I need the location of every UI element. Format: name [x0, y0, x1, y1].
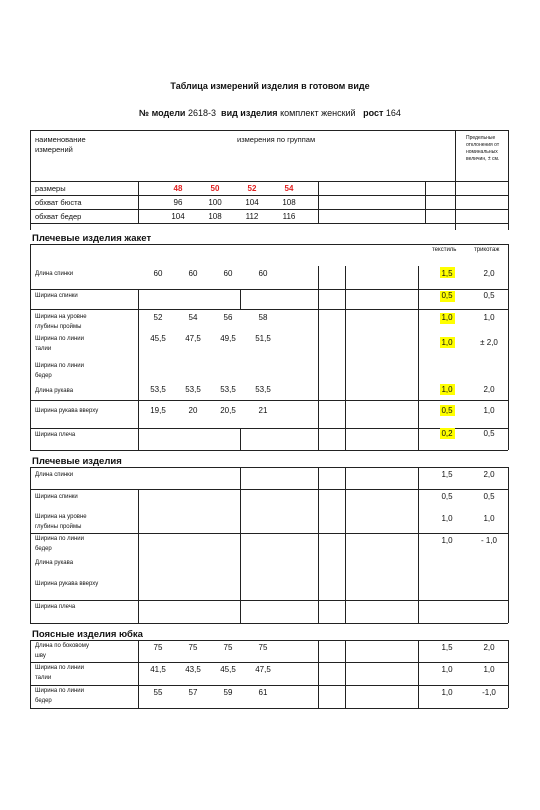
- knit-value: 0,5: [483, 429, 495, 438]
- size-value: 50: [210, 184, 220, 193]
- row-value: 56: [223, 313, 233, 322]
- row-value: 20: [188, 406, 198, 415]
- knit-value: - 1,0: [480, 536, 497, 545]
- row-value: 45,5: [220, 665, 236, 674]
- row-value: 58: [258, 313, 268, 322]
- row-label: Длина рукава: [35, 560, 74, 566]
- knit-value: 0,5: [483, 291, 495, 300]
- row-value: 21: [258, 406, 268, 415]
- height-value: 164: [385, 108, 401, 118]
- textile-value: 1,0: [441, 665, 453, 674]
- knit-value: 1,0: [483, 313, 495, 322]
- size-value: 48: [173, 184, 183, 193]
- size-value: 54: [284, 184, 294, 193]
- row-value: 60: [153, 269, 163, 278]
- hips-value: 112: [245, 212, 259, 221]
- row-value: 75: [223, 643, 233, 652]
- row-value: 57: [188, 688, 198, 697]
- knit-value: 0,5: [483, 492, 495, 501]
- hips-value: 104: [171, 212, 185, 221]
- row-label: Ширина по линии бедер: [35, 688, 84, 704]
- knit-value: 2,0: [483, 470, 495, 479]
- height-label: рост: [363, 108, 384, 118]
- hips-value: 108: [208, 212, 222, 221]
- row-value: 19,5: [150, 406, 166, 415]
- row-value: 61: [258, 688, 268, 697]
- row-value: 45,5: [150, 334, 166, 343]
- row-value: 53,5: [185, 385, 201, 394]
- row-value: 43,5: [185, 665, 201, 674]
- textile-value: 0,5: [441, 406, 453, 415]
- document-title: Таблица измерений изделия в готовом виде: [170, 81, 370, 91]
- row-label: Ширина по линии бедер: [35, 363, 84, 379]
- groups-header: измерения по группам: [237, 135, 316, 144]
- row-label: Ширина на уровне глубины проймы: [35, 314, 87, 330]
- row-value: 20,5: [220, 406, 236, 415]
- type-label: вид изделия: [221, 108, 278, 118]
- hips-value: 116: [282, 212, 296, 221]
- row-value: 47,5: [185, 334, 201, 343]
- model-line: [0, 108, 540, 118]
- hips-label: обхват бедер: [35, 212, 82, 221]
- bust-value: 104: [245, 198, 259, 207]
- row-value: 60: [223, 269, 233, 278]
- textile-value: 1,5: [441, 643, 453, 652]
- knit-value: 1,0: [483, 665, 495, 674]
- size-value: 52: [247, 184, 257, 193]
- row-value: 60: [258, 269, 268, 278]
- textile-value: 1,5: [441, 269, 453, 278]
- row-value: 75: [188, 643, 198, 652]
- model-label: № модели: [139, 108, 186, 118]
- row-label: Длина спинки: [35, 271, 74, 277]
- row-value: 53,5: [220, 385, 236, 394]
- textile-value: 1,0: [441, 338, 453, 347]
- textile-header: текстиль: [432, 247, 457, 253]
- tolerance-header: Предельные отклонения от номинальных величин, ± см.: [466, 135, 500, 162]
- row-label: Ширина плеча: [35, 604, 76, 610]
- row-value: 75: [258, 643, 268, 652]
- bust-value: 100: [208, 198, 222, 207]
- row-value: 49,5: [220, 334, 236, 343]
- textile-value: 0,5: [441, 291, 453, 300]
- row-value: 60: [188, 269, 198, 278]
- textile-value: 1,5: [441, 470, 453, 479]
- bust-label: обхват бюста: [35, 198, 82, 207]
- knit-value: 1,0: [483, 514, 495, 523]
- row-value: 47,5: [255, 665, 271, 674]
- type-value: комплект женский: [280, 108, 356, 118]
- row-value: 53,5: [150, 385, 166, 394]
- textile-value: 1,0: [441, 514, 453, 523]
- row-label: Ширина рукава вверху: [35, 408, 99, 414]
- row-label: Ширина по линии талии: [35, 336, 84, 352]
- textile-value: 1,0: [441, 313, 453, 322]
- textile-value: 0,2: [441, 429, 453, 438]
- row-value: 51,5: [255, 334, 271, 343]
- name-header: наименование измерений: [35, 135, 86, 154]
- row-value: 75: [153, 643, 163, 652]
- row-label: Длина по боковому шву: [35, 643, 89, 659]
- row-label: Длина спинки: [35, 472, 74, 478]
- model-value: 2618-3: [187, 108, 217, 118]
- textile-value: 1,0: [441, 688, 453, 697]
- knit-value: ± 2,0: [480, 338, 498, 347]
- bust-value: 108: [282, 198, 296, 207]
- knit-value: 2,0: [483, 269, 495, 278]
- knit-value: -1,0: [482, 688, 496, 697]
- sizes-label: размеры: [35, 184, 66, 193]
- row-value: 52: [153, 313, 163, 322]
- row-label: Ширина плеча: [35, 432, 76, 438]
- knit-value: 2,0: [483, 385, 495, 394]
- row-label: Ширина спинки: [35, 293, 78, 299]
- bust-value: 96: [173, 198, 183, 207]
- row-value: 54: [188, 313, 198, 322]
- knit-header: трикотаж: [474, 247, 500, 253]
- textile-value: 1,0: [441, 385, 453, 394]
- row-value: 55: [153, 688, 163, 697]
- section-title: Поясные изделия юбка: [32, 629, 143, 640]
- row-label: Ширина рукава вверху: [35, 581, 99, 587]
- row-value: 53,5: [255, 385, 271, 394]
- row-label: Длина рукава: [35, 388, 74, 394]
- row-label: Ширина по линии талии: [35, 665, 84, 681]
- row-value: 41,5: [150, 665, 166, 674]
- textile-value: 0,5: [441, 492, 453, 501]
- knit-value: 2,0: [483, 643, 495, 652]
- section-title: Плечевые изделия: [32, 456, 122, 467]
- row-label: Ширина спинки: [35, 494, 78, 500]
- section-title: Плечевые изделия жакет: [32, 233, 152, 244]
- row-label: Ширина на уровне глубины проймы: [35, 514, 87, 530]
- row-value: 59: [223, 688, 233, 697]
- knit-value: 1,0: [483, 406, 495, 415]
- row-label: Ширина по линии бедер: [35, 536, 84, 552]
- textile-value: 1,0: [441, 536, 453, 545]
